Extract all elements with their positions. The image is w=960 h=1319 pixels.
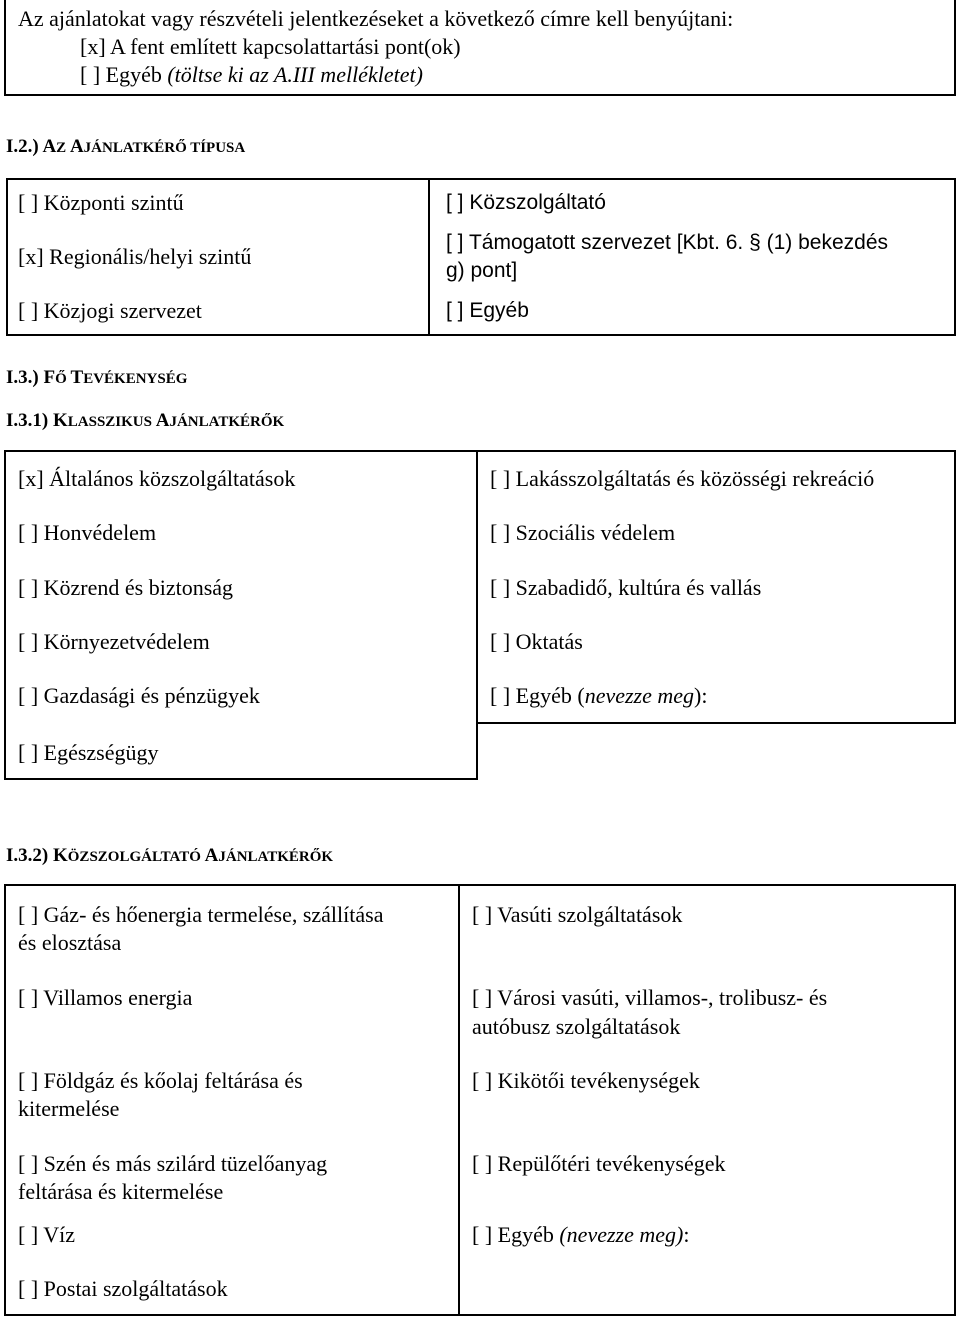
type-central: [ ] Központi szintű	[18, 190, 184, 215]
section-heading-i32: I.3.2) KÖZSZOLGÁLTATÓ AJÁNLATKÉRŐK	[6, 845, 334, 866]
classic-recreation: [ ] Szabadidő, kultúra és vallás	[490, 575, 762, 600]
table-divider	[458, 884, 460, 1316]
classic-health: [ ] Egészségügy	[18, 740, 159, 765]
table-border-top	[4, 884, 956, 886]
submission-option-contact-point: [x] A fent említett kapcsolattartási pont(ok)	[80, 34, 461, 59]
classic-public-order: [ ] Közrend és biztonság	[18, 575, 234, 600]
table-divider	[428, 178, 430, 336]
utility-airports: [ ] Repülőtéri tevékenységek	[472, 1151, 726, 1176]
submission-option-other: [ ] Egyéb (töltse ki az A.III mellékletet)	[80, 62, 423, 87]
type-regional: [x] Regionális/helyi szintű	[18, 244, 252, 269]
type-supported-org-cont: g) pont]	[446, 259, 518, 282]
type-public-law: [ ] Közjogi szervezet	[18, 298, 202, 323]
table-divider	[476, 450, 478, 780]
utility-coal-cont: feltárása és kitermelése	[18, 1179, 224, 1204]
classic-environment: [ ] Környezetvédelem	[18, 629, 210, 654]
classic-social: [ ] Szociális védelem	[490, 520, 676, 545]
utility-gas-heat-cont: és elosztása	[18, 930, 122, 955]
table-border-top	[6, 178, 956, 180]
type-utility: [ ] Közszolgáltató	[446, 191, 606, 214]
utility-electricity: [ ] Villamos energia	[18, 985, 193, 1010]
box-border-bottom	[4, 94, 956, 96]
submission-intro: Az ajánlatokat vagy részvételi jelentkezéseket a következő címre kell benyújtani:	[18, 6, 734, 31]
classic-other: [ ] Egyéb (nevezze meg):	[490, 683, 708, 708]
utility-urban-transport: [ ] Városi vasúti, villamos-, trolibusz- és	[472, 985, 828, 1010]
box-border-right	[954, 0, 956, 96]
utility-postal: [ ] Postai szolgáltatások	[18, 1276, 228, 1301]
table-border-top	[4, 450, 956, 452]
section-heading-i31: I.3.1) KLASSZIKUS AJÁNLATKÉRŐK	[6, 410, 285, 431]
table-border-bottom	[6, 334, 956, 336]
table-border-right	[954, 884, 956, 1316]
utility-urban-transport-cont: autóbusz szolgáltatások	[472, 1014, 681, 1039]
type-supported-org: [ ] Támogatott szervezet [Kbt. 6. § (1) bekezdés	[446, 231, 888, 254]
table-border-right	[954, 450, 956, 724]
utility-gas-heat: [ ] Gáz- és hőenergia termelése, szállítása	[18, 902, 384, 927]
classic-general-public: [x] Általános közszolgáltatások	[18, 466, 296, 491]
utility-coal: [ ] Szén és más szilárd tüzelőanyag	[18, 1151, 328, 1176]
classic-economic: [ ] Gazdasági és pénzügyek	[18, 683, 260, 708]
utility-ports: [ ] Kikötői tevékenységek	[472, 1068, 700, 1093]
utility-other: [ ] Egyéb (nevezze meg):	[472, 1222, 690, 1247]
section-heading-i2: I.2.) AZ AJÁNLATKÉRŐ TÍPUSA	[6, 136, 246, 157]
box-border-left	[4, 0, 6, 96]
classic-defence: [ ] Honvédelem	[18, 520, 157, 545]
table-border-right	[954, 178, 956, 336]
table-border-bottom-right	[478, 722, 956, 724]
utility-oil-gas-cont: kitermelése	[18, 1096, 120, 1121]
utility-oil-gas: [ ] Földgáz és kőolaj feltárása és	[18, 1068, 303, 1093]
table-border-left	[4, 884, 6, 1316]
type-other: [ ] Egyéb	[446, 299, 529, 322]
table-border-left	[4, 450, 6, 780]
table-border-bottom	[4, 1314, 956, 1316]
classic-housing: [ ] Lakásszolgáltatás és közösségi rekreáció	[490, 466, 875, 491]
utility-railway: [ ] Vasúti szolgáltatások	[472, 902, 683, 927]
table-border-bottom-left	[4, 778, 478, 780]
classic-education: [ ] Oktatás	[490, 629, 583, 654]
utility-water: [ ] Víz	[18, 1222, 76, 1247]
table-border-left	[6, 178, 8, 336]
section-heading-i3: I.3.) FŐ TEVÉKENYSÉG	[6, 367, 188, 388]
